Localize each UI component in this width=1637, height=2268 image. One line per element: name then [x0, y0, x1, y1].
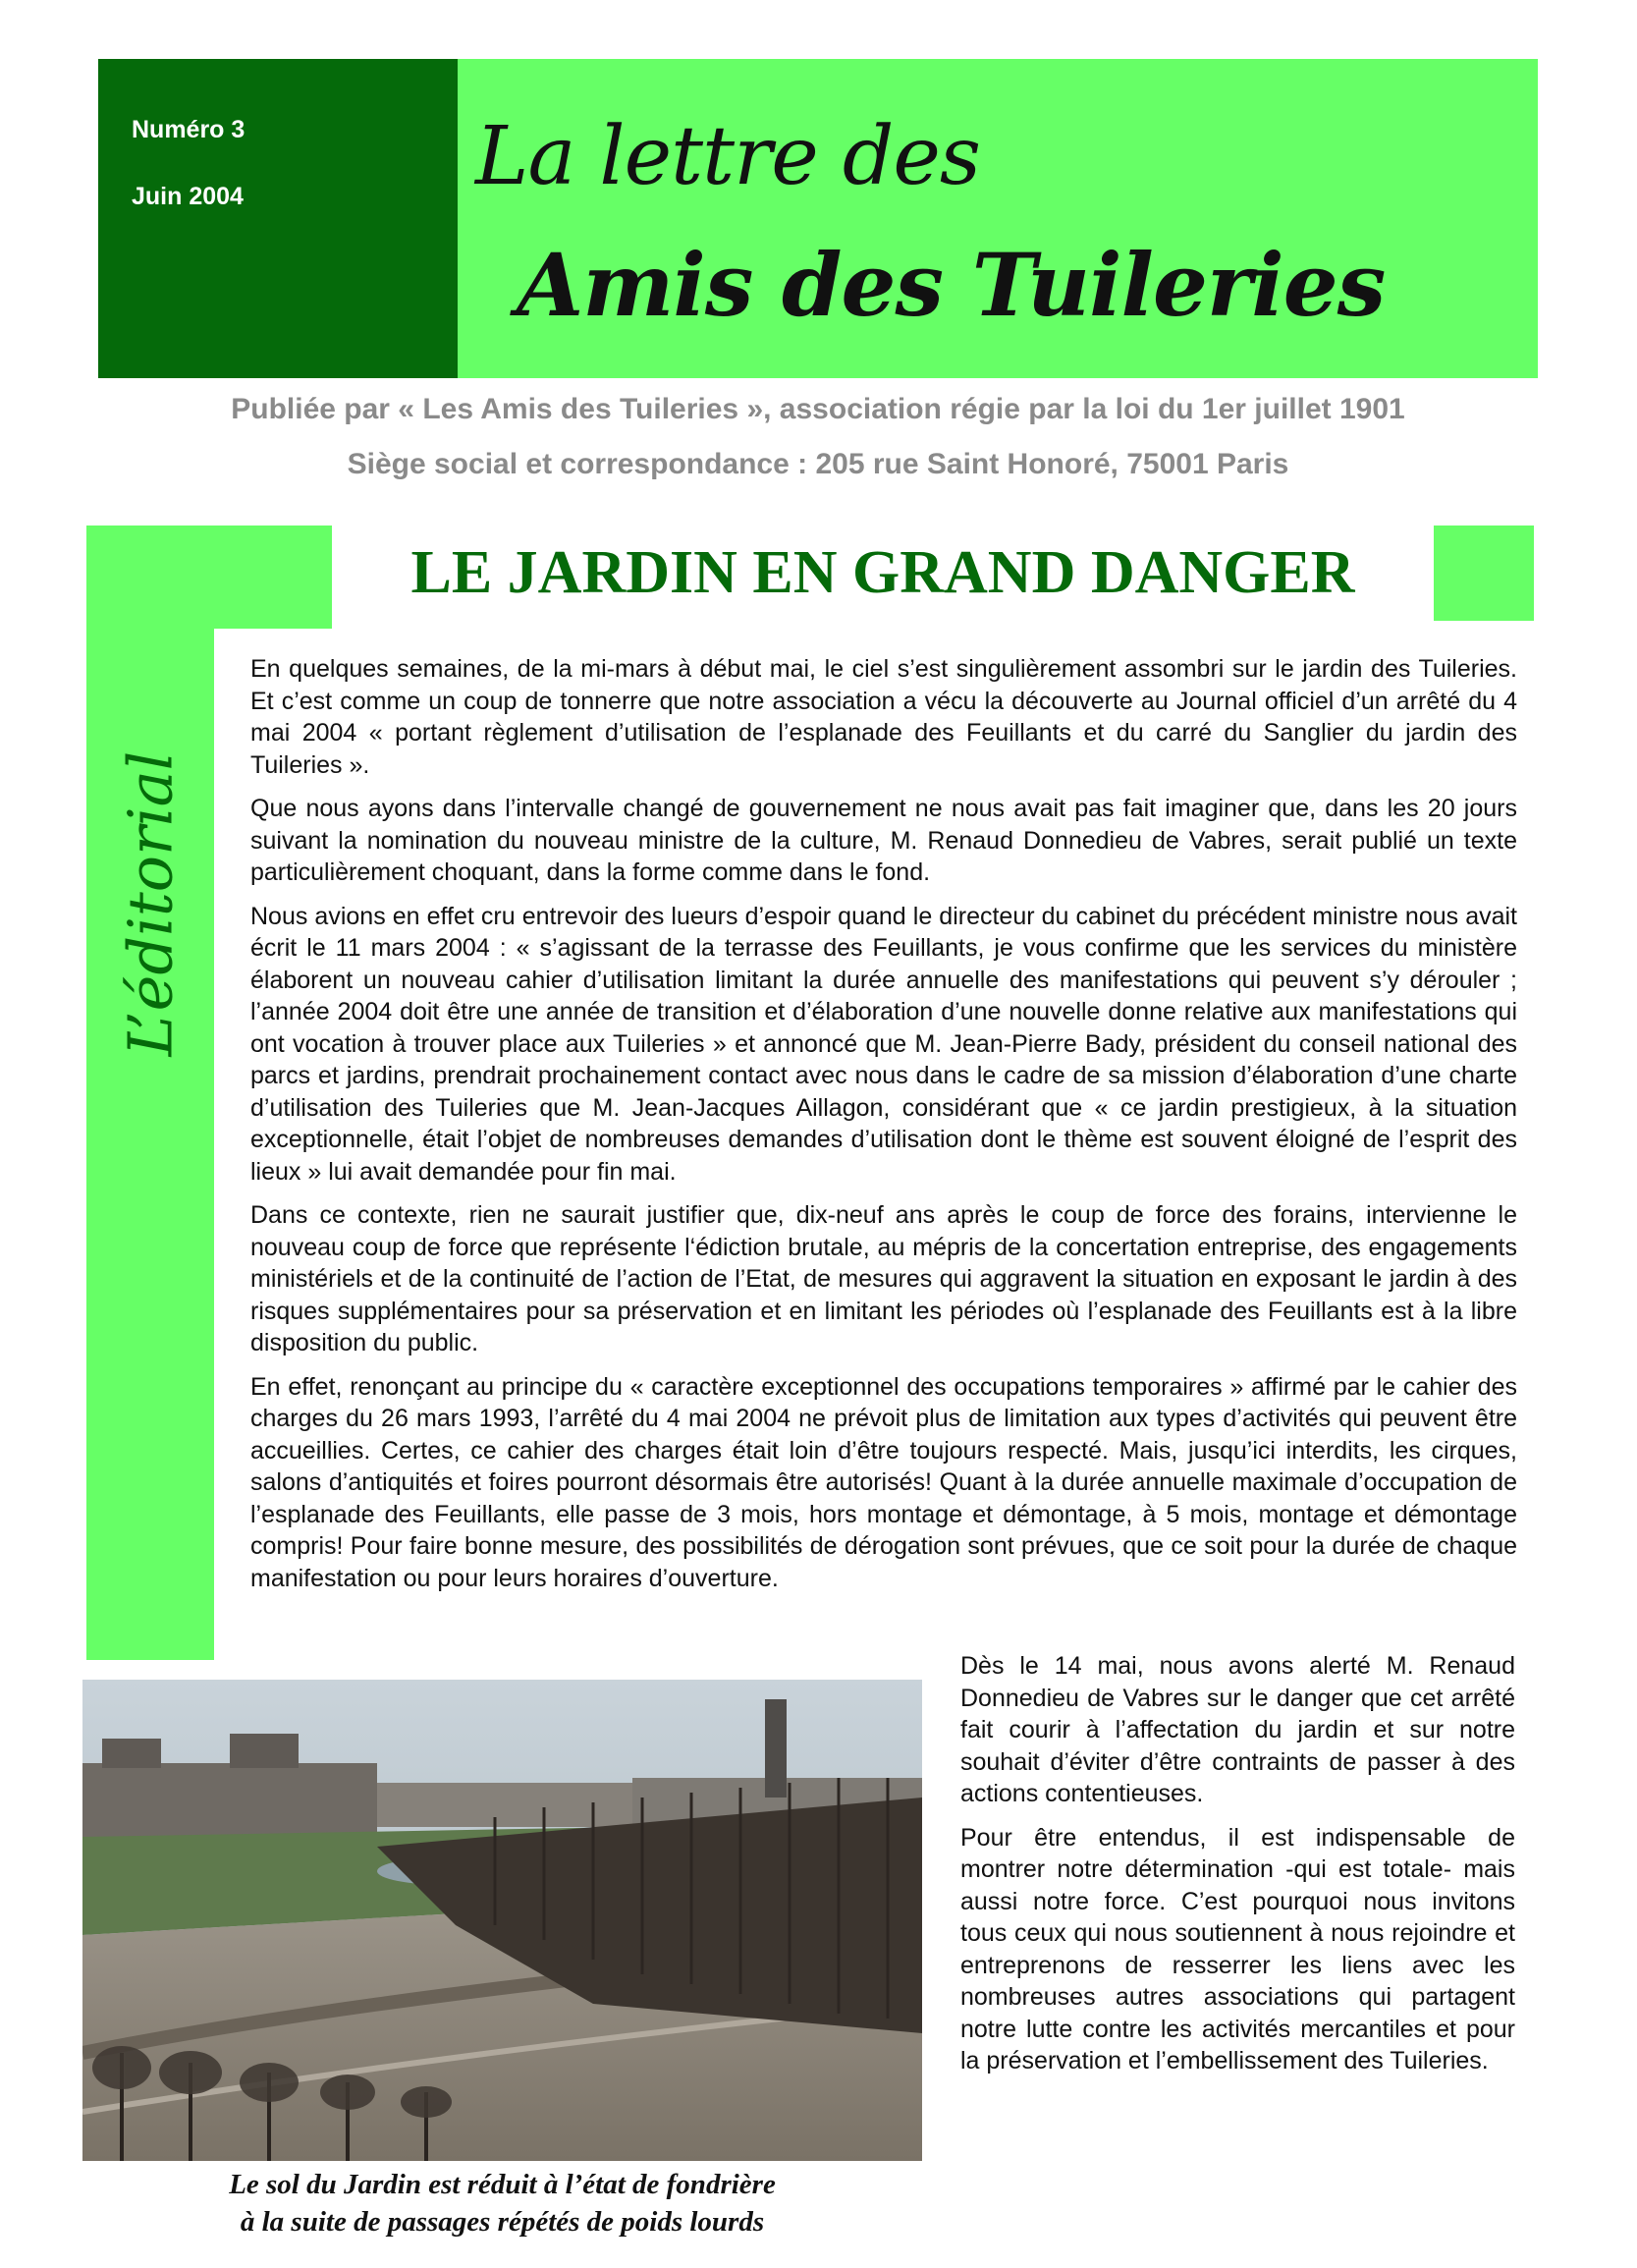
editorial-side-paragraph: Pour être entendus, il est indispensable de montrer notre détermination -qui est totale- mais aussi notre force. C’est pourquoi nous invitons tous ceux qui nous soutiennent à nous rejoindre et entreprenons de resserrer les liens avec les nombreuses autres associations qui partagent notre lutte contre les activités mercantiles et pour la préservation et l’embellissement des Tuileries.	[960, 1823, 1515, 2074]
garden-photo	[82, 1680, 922, 2161]
issue-date: Juin 2004	[132, 183, 244, 210]
masthead-title-line1: La lettre des	[475, 110, 980, 203]
photo-caption-line2: à la suite de passages répétés de poids lourds	[240, 2206, 765, 2238]
photo-caption-line1: Le sol du Jardin est réduit à l’état de fondrière	[229, 2169, 776, 2200]
editorial-side-column	[960, 1650, 1515, 2089]
editorial-paragraph: Que nous ayons dans l’intervalle changé de gouvernement ne nous avait pas fait imaginer que, dans les 20 jours suivant la nomination du nouveau ministre de la culture, M. Renaud Donnedieu de Vabres, serait publié un texte particulièrement choquant, dans la forme comme dans le fond.	[250, 795, 1517, 886]
issue-number: Numéro 3	[132, 116, 246, 143]
editorial-paragraph: En effet, renonçant au principe du « caractère exceptionnel des occupations temporaires » affirmé par le cahier des charges du 26 mars 1993, l’arrêté du 4 mai 2004 ne prévoit plus de limitation aux types d’activités qui peuvent être accueillies. Certes, ce cahier des charges était loin d’être toujours respecté. Mais, jusqu’ici interdits, les cirques, salons d’antiquités et foires pourront désormais être autorisés! Quant à la durée annuelle maximale d’occupation de l’esplanade des Feuillants, elle passe de 3 mois, hors montage et démontage, à 5 mois, montage et démontage compris! Pour faire bonne mesure, des possibilités de dérogation sont prévues, que ce soit pour la durée de chaque manifestation ou pour leurs horaires d’ouverture.	[250, 1372, 1517, 1592]
publisher-line: Publiée par « Les Amis des Tuileries », association régie par la loi du 1er juillet 1901	[231, 393, 1405, 425]
editorial-frame-bar	[86, 526, 214, 1660]
page-headline: LE JARDIN EN GRAND DANGER	[410, 539, 1355, 606]
editorial-paragraph: En quelques semaines, de la mi-mars à début mai, le ciel s’est singulièrement assombri sur le jardin des Tuileries. Et c’est comme un coup de tonnerre que notre association a vécu la découverte au Journal officiel d’un arrêté du 4 mai 2004 « portant règlement d’utilisation de l’esplanade des Feuillants et du carré du Sanglier du jardin des Tuileries ».	[250, 655, 1517, 779]
photo-caption	[82, 2166, 922, 2240]
masthead-title-panel	[458, 59, 1538, 378]
editorial-frame-corner	[86, 526, 332, 629]
address-line: Siège social et correspondance : 205 rue Saint Honoré, 75001 Paris	[347, 448, 1289, 480]
masthead-title-line2: Amis des Tuileries	[517, 234, 1386, 336]
editorial-frame-right-block	[1434, 526, 1534, 621]
editorial-side-paragraph: Dès le 14 mai, nous avons alerté M. Renaud Donnedieu de Vabres sur le danger que cet arrêté fait courir à l’affectation du jardin et sur notre souhait d’éviter d’être contraints de passer à des actions contentieuses.	[960, 1652, 1515, 1807]
editorial-section-label: L’éditorial	[114, 750, 187, 1057]
editorial-paragraph: Dans ce contexte, rien ne saurait justifier que, dix-neuf ans après le coup de force des forains, intervienne le nouveau coup de force que représente l‘édiction brutale, au mépris de la concertation entreprise, des engagements ministériels et de la continuité de l’action de l’Etat, de mesures qui aggravent la situation en exposant le jardin à des risques supplémentaires pour sa préservation et en limitant les périodes où l’esplanade des Feuillants est à la libre disposition du public.	[250, 1201, 1517, 1356]
editorial-body	[250, 653, 1517, 1606]
editorial-paragraph: Nous avions en effet cru entrevoir des lueurs d’espoir quand le directeur du cabinet du précédent ministre nous avait écrit le 11 mars 2004 : « s’agissant de la terrasse des Feuillants, je vous confirme que les services du ministère élaborent un nouveau cahier d’utilisation limitant la durée annuelle des manifestations qui peuvent s’y dérouler ; l’année 2004 doit être une année de transition et d’élaboration d’une nouvelle donne relative aux manifestations qui ont vocation à trouver place aux Tuileries » et annoncé que M. Jean-Pierre Bady, président du conseil national des parcs et jardins, prendrait prochainement contact avec nous dans le cadre de sa mission d’élaboration d’une charte d’utilisation des Tuileries que M. Jean-Jacques Aillagon, considérant que « ce jardin prestigieux, à la situation exceptionnelle, était l’objet de nombreuses demandes d’utilisation dont le thème est souvent éloigné de l’esprit des lieux » lui avait demandée pour fin mai.	[250, 902, 1517, 1186]
masthead-issue-panel	[98, 59, 458, 378]
